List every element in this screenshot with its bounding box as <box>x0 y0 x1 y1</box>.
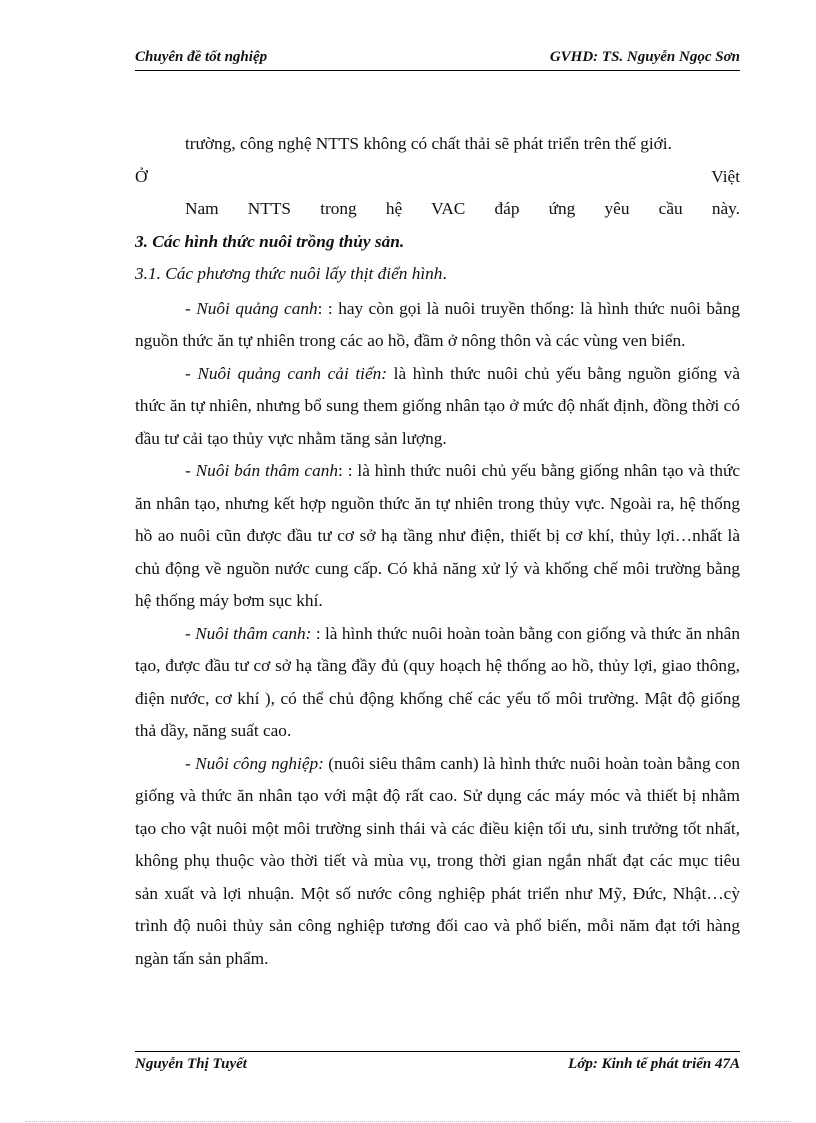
intro-line-1: trường, công nghệ NTTS không có chất thải sẽ phát triển trên thế giới. <box>185 134 672 153</box>
header-supervisor: GVHD: TS. Nguyễn Ngọc Sơn <box>549 49 740 65</box>
paragraph-tham-canh <box>135 618 740 748</box>
section-3-number: 3. <box>135 231 148 251</box>
section-3-title: Các hình thức nuôi trồng thủy sản. <box>147 231 405 251</box>
section-3-1-heading <box>135 258 740 291</box>
header-title: Chuyên đề tốt nghiệp <box>135 49 268 65</box>
intro-line-3: Nam NTTS trong hệ VAC đáp ứng yêu cầu này. <box>185 199 740 218</box>
header-divider <box>135 70 740 71</box>
paragraph-ban-tham-canh <box>135 455 740 618</box>
term-tham-canh: Nuôi thâm canh: <box>195 623 312 643</box>
intro-line-2-left: Ở <box>135 166 148 186</box>
dash-ban-tham-canh: - <box>185 461 196 480</box>
footer-class: Lớp: Kinh tế phát triển 47A <box>568 1056 740 1072</box>
section-3-1-title: 3.1. Các phương thức nuôi lấy thịt điển hình <box>135 264 443 283</box>
section-3-heading <box>135 226 740 259</box>
term-quang-canh-cai-tien: - Nuôi quảng canh cải tiến: <box>185 363 388 383</box>
dash-cong-nghiep: - <box>185 753 196 773</box>
footer-author: Nguyễn Thị Tuyết <box>135 1056 247 1072</box>
page-bottom-dotted-line <box>25 1121 791 1122</box>
text-cong-nghiep: (nuôi siêu thâm canh) là hình thức nuôi hoàn toàn bằng con giống và thức ăn nhân tạo với mật độ rất cao. Sử dụng các máy móc và thiết bị nhằm tạo cho vật nuôi một môi trường sinh thái và các điều kiện tối ưu, sinh trưởng tốt nhất, không phụ thuộc vào thời tiết và mùa vụ, trong thời gian ngắn nhất đạt các mục tiêu sản xuất và lợi nhuận. Một số nước công nghiệp phát triển như Mỹ, Đức, Nhật…cỳ trình độ nuôi thủy sản công nghiệp tương đối cao và phổ biến, mỗi năm đạt tới hàng ngàn tấn sản phẩm. <box>135 753 741 968</box>
text-ban-tham-canh: : : là hình thức nuôi chủ yếu bằng giống nhân tạo và thức ăn nhân tạo, nhưng kết hợp nguồn thức ăn tự nhiên trong thủy vực. Ngoài ra, hệ thống hồ ao nuôi cũn được đầu tư cơ sở hạ tầng như điện, thiết bị cơ khí, thủy lợi…nhất là chủ động về nguồn nước cung cấp. Có khả năng xử lý và khống chế môi trường bằng hệ thống máy bơm sục khí. <box>135 461 741 610</box>
term-cong-nghiep: Nuôi công nghiệp: <box>195 753 324 773</box>
paragraph-quang-canh <box>135 293 740 358</box>
text-tham-canh: : là hình thức nuôi hoàn toàn bằng con giống và thức ăn nhân tạo, được đầu tư cơ sở hạ tầng đầy đủ (quy hoạch hệ thống ao hồ, thủy lợi, giao thông, điện nước, cơ khí ), có thể chủ động khống chế các yếu tố môi trường. Mật độ giống thả dầy, năng suất cao. <box>135 623 740 740</box>
paragraph-quang-canh-cai-tien <box>135 358 740 456</box>
intro-line-2 <box>135 161 740 194</box>
term-quang-canh: - Nuôi quảng canh <box>185 298 318 318</box>
paragraph-cong-nghiep <box>135 748 740 976</box>
footer-divider <box>135 1051 740 1052</box>
intro-line-2-right: Việt <box>711 166 740 186</box>
term-ban-tham-canh: Nuôi bán thâm canh <box>195 461 339 480</box>
document-body <box>135 128 740 975</box>
text-quang-canh: : : hay còn gọi là nuôi truyền thống: là hình thức nuôi bằng nguồn thức ăn tự nhiên trong các ao hồ, đầm ở nông thôn và các vùng ven biển. <box>135 298 741 350</box>
text-quang-canh-cai-tien: là hình thức nuôi chủ yếu bằng nguồn giống và thức ăn tự nhiên, nhưng bổ sung them giống nhân tạo ở mức độ nhất định, đồng thời có đầu tư cải tạo thủy vực nhằm tăng sản lượng. <box>135 363 740 448</box>
page-footer <box>135 1056 740 1078</box>
section-3-1-suffix: . <box>442 264 447 283</box>
dash-tham-canh: - <box>185 623 196 643</box>
page-header <box>135 49 740 71</box>
